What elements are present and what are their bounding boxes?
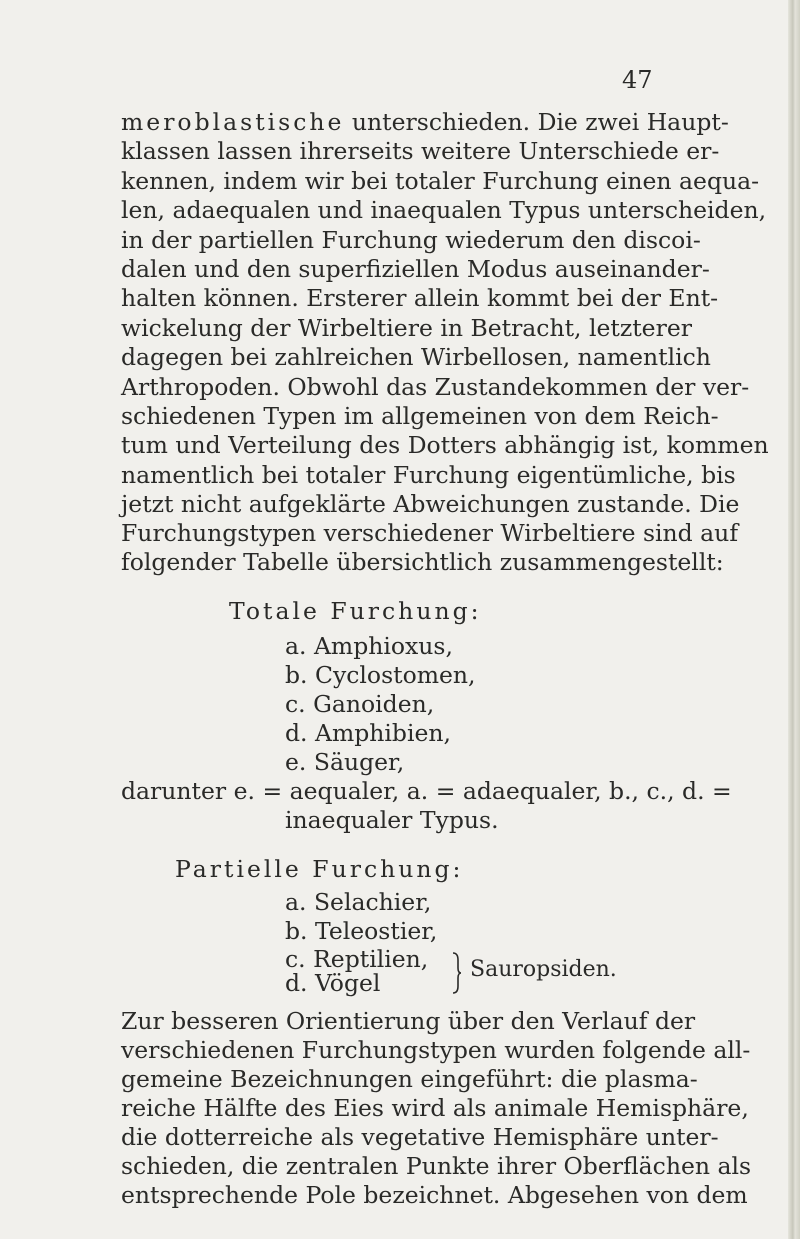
page-number: 47 bbox=[622, 66, 653, 94]
text-line: schiedenen Typen im allgemeinen von dem Reich- bbox=[121, 401, 719, 430]
list-item: b. Teleostier, bbox=[285, 917, 438, 946]
text-line: entsprechende Pole bezeichnet. Abgesehen von dem bbox=[121, 1181, 748, 1209]
list-item: a. Selachier, bbox=[285, 888, 432, 917]
list-item: c. Reptilien, bbox=[285, 945, 429, 974]
text-line: kennen, indem wir bei totaler Furchung einen aequa- bbox=[121, 166, 760, 195]
text-line: Zur besseren Orientierung über den Verlauf der bbox=[121, 1007, 696, 1035]
list-item: e. Säuger, bbox=[285, 747, 405, 776]
text-line: klassen lassen ihrerseits weitere Unterschiede er- bbox=[121, 137, 720, 165]
text-line: namentlich bei totaler Furchung eigentümliche, bis bbox=[121, 460, 736, 489]
section-heading: Partielle Furchung: bbox=[175, 854, 464, 883]
text-line: dagegen bei zahlreichen Wirbellosen, namentlich bbox=[121, 342, 711, 371]
text-line: tum und Verteilung des Dotters abhängig ist, kommen bbox=[121, 430, 769, 459]
brace-label: Sauropsiden. bbox=[470, 957, 617, 983]
list-item: a. Amphioxus, bbox=[285, 631, 453, 660]
section-heading: Totale Furchung: bbox=[229, 597, 482, 626]
text-line: schieden, die zentralen Punkte ihrer Oberflächen als bbox=[121, 1152, 752, 1180]
text-line: len, adaequalen und inaequalen Typus unterscheiden, bbox=[121, 195, 767, 224]
text-line: gemeine Bezeichnungen eingeführt: die plasma- bbox=[121, 1065, 698, 1093]
text-line: die dotterreiche als vegetative Hemisphäre unter- bbox=[121, 1123, 719, 1151]
text-line: reiche Hälfte des Eies wird als animale Hemisphäre, bbox=[121, 1094, 749, 1122]
page-edge bbox=[788, 0, 800, 1239]
list-item: d. Amphibien, bbox=[285, 718, 452, 747]
text-line: verschiedenen Furchungstypen wurden folgende all- bbox=[121, 1036, 751, 1064]
note-line: darunter e. = aequaler, a. = adaequaler, b., c., d. = bbox=[121, 776, 732, 805]
note-line: inaequaler Typus. bbox=[285, 805, 499, 834]
text-line: wickelung der Wirbeltiere in Betracht, letzterer bbox=[121, 313, 692, 342]
spaced-word: meroblastische bbox=[121, 108, 345, 136]
text-line: halten können. Ersterer allein kommt bei der Ent- bbox=[121, 283, 719, 312]
text-line: Arthropoden. Obwohl das Zustandekommen der ver- bbox=[121, 372, 750, 401]
brace-icon bbox=[452, 952, 462, 994]
text-line: dalen und den superfiziellen Modus auseinander- bbox=[121, 254, 710, 283]
text-line: jetzt nicht aufgeklärte Abweichungen zustande. Die bbox=[121, 489, 740, 518]
list-item: d. Vögel bbox=[285, 968, 381, 997]
list-item: c. Ganoiden, bbox=[285, 689, 435, 718]
text-line: Furchungstypen verschiedener Wirbeltiere sind auf bbox=[121, 519, 739, 548]
text-line: in der partiellen Furchung wiederum den discoi- bbox=[121, 225, 701, 254]
list-item: b. Cyclostomen, bbox=[285, 660, 476, 689]
text-line: meroblastische unterschieden. Die zwei Haupt- bbox=[121, 108, 729, 136]
text-line: folgender Tabelle übersichtlich zusammengestellt: bbox=[121, 548, 724, 577]
